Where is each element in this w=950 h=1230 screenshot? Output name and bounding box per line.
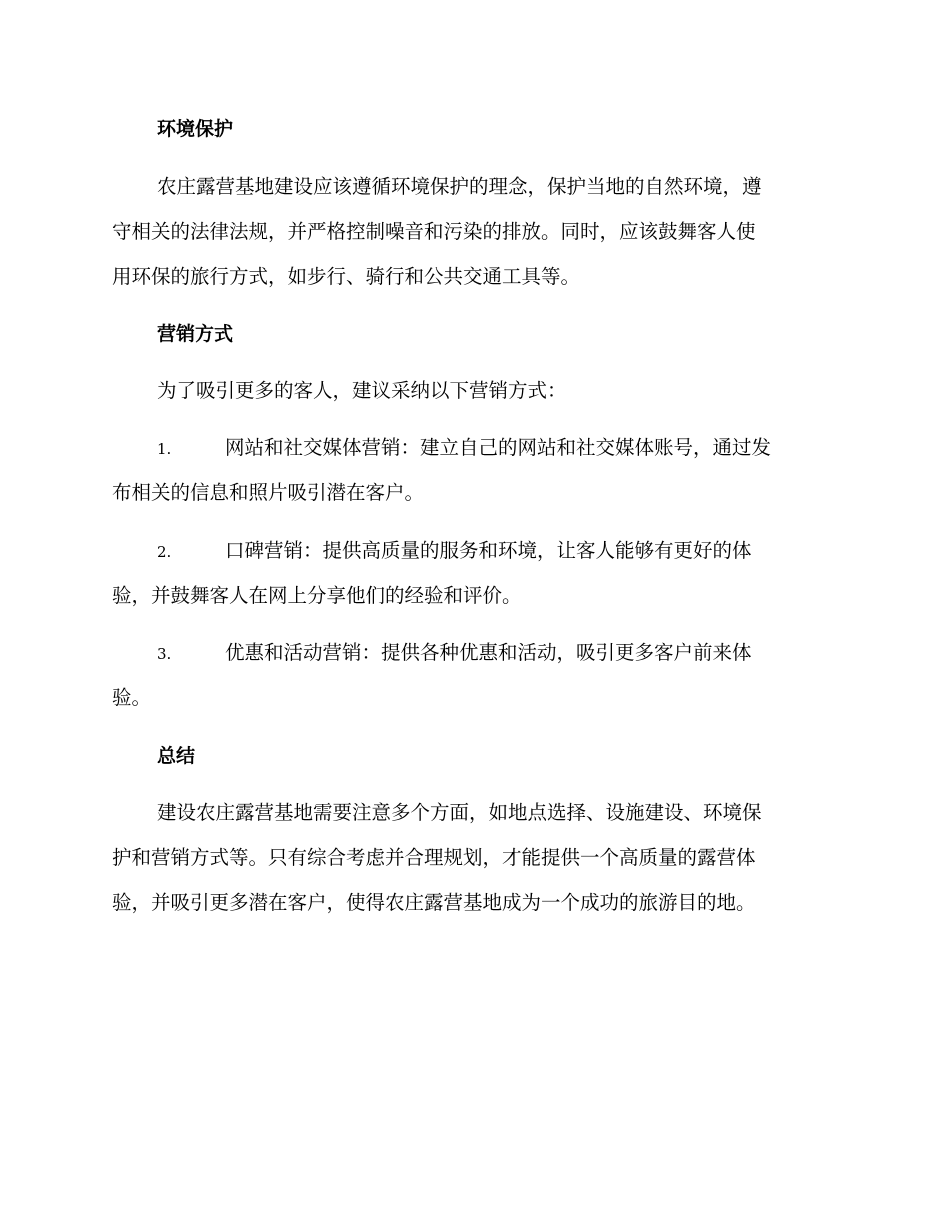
- section-heading-marketing: 营销方式: [157, 323, 234, 345]
- list-item-number: 2.: [157, 543, 172, 561]
- list-item-line: 验。: [112, 686, 152, 709]
- paragraph-line: 守相关的法律法规，并严格控制噪音和污染的排放。同时，应该鼓舞客人使: [112, 220, 756, 243]
- section-heading-summary: 总结: [157, 745, 196, 767]
- paragraph-line: 建设农庄露营基地需要注意多个方面，如地点选择、设施建设、环境保: [157, 801, 762, 824]
- list-item-line: 网站和社交媒体营销：建立自己的网站和社交媒体账号，通过发: [225, 436, 772, 459]
- paragraph-line: 用环保的旅行方式，如步行、骑行和公共交通工具等。: [112, 265, 581, 288]
- list-item-line: 优惠和活动营销：提供各种优惠和活动，吸引更多客户前来体: [225, 641, 752, 664]
- list-item-line: 口碑营销：提供高质量的服务和环境，让客人能够有更好的体: [225, 539, 752, 562]
- paragraph-line: 验，并吸引更多潜在客户，使得农庄露营基地成为一个成功的旅游目的地。: [112, 891, 756, 914]
- section-heading-environment: 环境保护: [157, 118, 234, 140]
- list-item-line: 布相关的信息和照片吸引潜在客户。: [112, 481, 425, 504]
- paragraph-line: 为了吸引更多的客人，建议采纳以下营销方式：: [157, 379, 567, 402]
- paragraph-line: 农庄露营基地建设应该遵循环境保护的理念，保护当地的自然环境，遵: [157, 175, 762, 198]
- paragraph-line: 护和营销方式等。只有综合考虑并合理规划，才能提供一个高质量的露营体: [112, 846, 756, 869]
- list-item-line: 验，并鼓舞客人在网上分享他们的经验和评价。: [112, 584, 522, 607]
- list-item-number: 1.: [157, 440, 172, 458]
- list-item-number: 3.: [157, 645, 172, 663]
